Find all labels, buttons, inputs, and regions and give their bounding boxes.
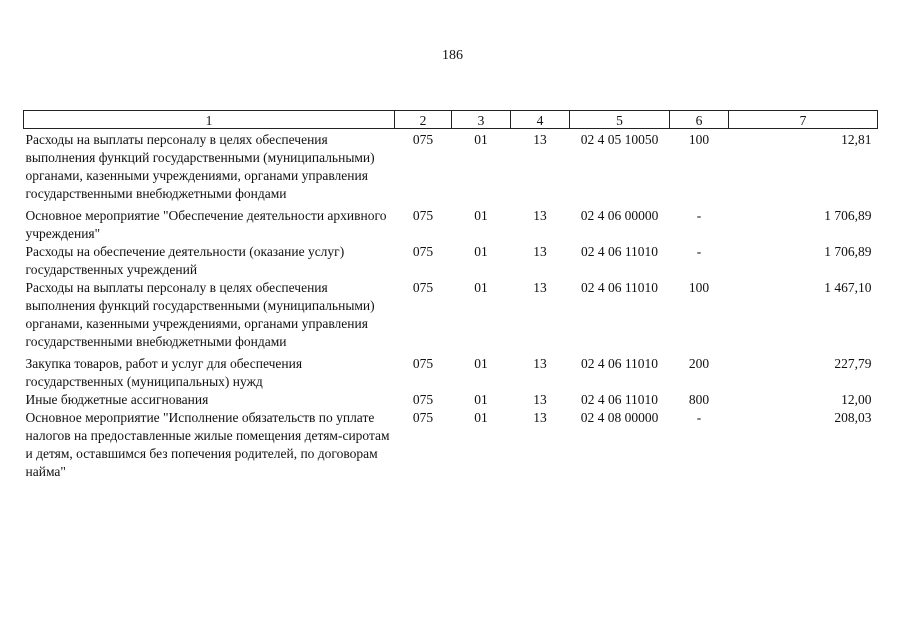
row-amount: 227,79 (834, 356, 872, 371)
row-name: Основное мероприятие "Исполнение обязательств по уплате налогов на предоставленные жилые помещения детям-сиротам и детям, оставшимся без попечения родителей, по договорам найма" (25, 410, 390, 479)
row-name: Основное мероприятие "Обеспечение деятельности архивного учреждения" (25, 208, 387, 241)
row-code-5: 02 4 05 10050 (580, 132, 659, 147)
row-code-3: 01 (474, 392, 488, 407)
row-amount: 1 706,89 (824, 244, 872, 259)
row-name: Иные бюджетные ассигнования (25, 392, 209, 407)
row-code-6: - (696, 410, 702, 425)
row-amount: 208,03 (834, 410, 872, 425)
table-row (24, 129, 878, 204)
row-code-4: 13 (533, 356, 547, 371)
page-number: 186 (442, 48, 463, 63)
table-row (24, 409, 878, 481)
row-code-2: 075 (412, 410, 434, 425)
table-row (24, 279, 878, 351)
row-code-4: 13 (533, 392, 547, 407)
row-amount: 1 706,89 (824, 208, 872, 223)
row-code-5: 02 4 06 11010 (580, 392, 659, 407)
row-name: Расходы на выплаты персоналу в целях обеспечения выполнения функций государственными (муниципальными) органами, казенными учреждениями, органами управления государственными внебюджетными фондами (25, 132, 375, 201)
row-code-2: 075 (412, 392, 434, 407)
table-row (24, 391, 878, 409)
row-code-4: 13 (533, 410, 547, 425)
column-header-3: 3 (452, 111, 511, 129)
row-code-3: 01 (474, 208, 488, 223)
table-header (24, 111, 878, 129)
table-row (24, 203, 878, 243)
row-amount: 1 467,10 (824, 280, 872, 295)
row-code-3: 01 (474, 280, 488, 295)
column-header-6: 6 (670, 111, 729, 129)
row-name: Расходы на выплаты персоналу в целях обеспечения выполнения функций государственными (муниципальными) органами, казенными учреждениями, органами управления государственными внебюджетными фондами (25, 280, 375, 349)
row-code-4: 13 (533, 208, 547, 223)
row-code-5: 02 4 06 11010 (580, 280, 659, 295)
row-code-3: 01 (474, 410, 488, 425)
row-code-5: 02 4 06 00000 (580, 208, 659, 223)
row-amount: 12,81 (841, 132, 872, 147)
row-code-2: 075 (412, 208, 434, 223)
row-code-3: 01 (474, 244, 488, 259)
row-code-2: 075 (412, 132, 434, 147)
row-code-6: 100 (688, 132, 710, 147)
row-code-6: - (696, 208, 702, 223)
table-body (24, 129, 878, 482)
row-name: Закупка товаров, работ и услуг для обеспечения государственных (муниципальных) нужд (25, 356, 303, 389)
row-code-6: 100 (688, 280, 710, 295)
column-number-row (24, 111, 878, 129)
row-code-5: 02 4 08 00000 (580, 410, 659, 425)
row-code-4: 13 (533, 132, 547, 147)
row-code-4: 13 (533, 244, 547, 259)
row-code-2: 075 (412, 280, 434, 295)
row-code-2: 075 (412, 244, 434, 259)
table-row (24, 351, 878, 391)
row-name: Расходы на обеспечение деятельности (оказание услуг) государственных учреждений (25, 244, 345, 277)
row-amount: 12,00 (841, 392, 872, 407)
row-code-6: 800 (688, 392, 710, 407)
table-row (24, 243, 878, 279)
column-header-2: 2 (395, 111, 452, 129)
column-header-7: 7 (729, 111, 878, 129)
column-header-4: 4 (511, 111, 570, 129)
row-code-6: 200 (688, 356, 710, 371)
row-code-5: 02 4 06 11010 (580, 244, 659, 259)
row-code-3: 01 (474, 356, 488, 371)
row-code-3: 01 (474, 132, 488, 147)
row-code-4: 13 (533, 280, 547, 295)
row-code-6: - (696, 244, 702, 259)
budget-table (23, 110, 878, 481)
row-code-5: 02 4 06 11010 (580, 356, 659, 371)
row-code-2: 075 (412, 356, 434, 371)
column-header-5: 5 (570, 111, 670, 129)
column-header-1: 1 (24, 111, 395, 129)
